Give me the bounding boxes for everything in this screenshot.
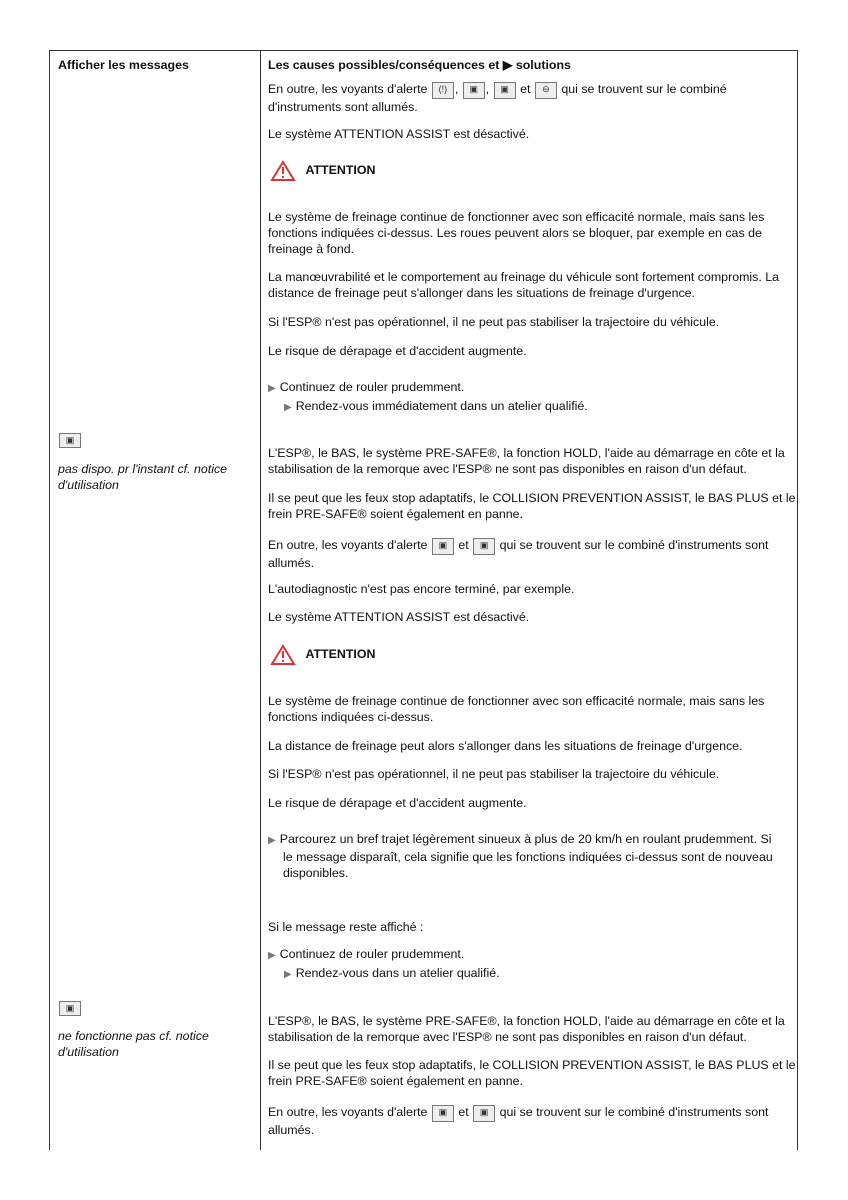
column-header-causes	[268, 57, 796, 73]
text: ,	[485, 82, 490, 96]
esp-off-icon: ▣	[473, 1105, 495, 1122]
header-text: Les causes possibles/conséquences et	[268, 58, 500, 72]
instruction-step	[268, 831, 783, 881]
paragraph	[268, 1104, 796, 1138]
paragraph: L'ESP®, le BAS, le système PRE-SAFE®, la fonction HOLD, l'aide au démarrage en côte et la stabilisation de la remorque avec l'ESP® ne sont pas disponibles en raison d'un défaut.	[268, 1014, 785, 1044]
arrow-icon: ▶	[502, 58, 513, 72]
text: En outre, les voyants d'alerte	[268, 82, 428, 96]
text: qui se trouvent sur le combiné d'instruments sont allumés.	[268, 538, 769, 570]
instruction-substep	[284, 965, 794, 983]
text: et	[520, 82, 531, 96]
warning-triangle-icon	[270, 160, 296, 182]
paragraph: Le risque de dérapage et d'accident augmente.	[268, 344, 527, 358]
text: En outre, les voyants d'alerte	[268, 1105, 428, 1119]
instruction-step	[268, 946, 796, 964]
display-message: pas dispo. pr l'instant cf. notice d'utilisation	[58, 462, 228, 492]
instruction-substep	[284, 398, 794, 416]
warning-triangle-icon	[270, 644, 296, 666]
text: ,	[454, 82, 459, 96]
esp-off-icon: ▣	[473, 538, 495, 555]
step-arrow-icon: ▶	[268, 835, 276, 846]
step-arrow-icon: ▶	[268, 950, 276, 961]
paragraph: Si l'ESP® n'est pas opérationnel, il ne peut pas stabiliser la trajectoire du véhicule.	[268, 767, 720, 781]
esp-icon: ▣	[432, 1105, 454, 1122]
paragraph	[268, 537, 796, 571]
paragraph: Le risque de dérapage et d'accident augmente.	[268, 796, 527, 810]
paragraph: Le système ATTENTION ASSIST est désactivé.	[268, 610, 530, 624]
text: Rendez-vous dans un atelier qualifié.	[295, 966, 500, 980]
warning-label: ATTENTION	[305, 647, 376, 662]
paragraph: L'ESP®, le BAS, le système PRE-SAFE®, la fonction HOLD, l'aide au démarrage en côte et la stabilisation de la remorque avec l'ESP® ne sont pas disponibles en raison d'un défaut.	[268, 446, 785, 476]
paragraph: La distance de freinage peut alors s'allonger dans les situations de freinage d'urgence.	[268, 739, 743, 753]
paragraph: La manœuvrabilité et le comportement au freinage du véhicule sont fortement compromis. La distance de freinage peut s'allonger dans les situations de freinage d'urgence.	[268, 270, 780, 300]
text: Parcourez un bref trajet légèrement sinueux à plus de 20 km/h en roulant prudemment. Si le message disparaît, cela signifie que les fonctions indiquées ci-dessus sont de nouveau disponibles.	[279, 832, 773, 880]
paragraph: Il se peut que les feux stop adaptatifs, le COLLISION PREVENTION ASSIST, le BAS PLUS et le frein PRE-SAFE® soient également en panne.	[268, 491, 796, 521]
instruction-step	[268, 379, 796, 397]
warning-heading	[270, 160, 375, 182]
header-text-solutions: solutions	[515, 58, 571, 72]
column-header-message: Afficher les messages	[58, 58, 189, 72]
paragraph: Si le message reste affiché :	[268, 920, 424, 934]
step-arrow-icon: ▶	[268, 383, 276, 394]
text: qui se trouvent sur le combiné d'instruments sont allumés.	[268, 82, 727, 114]
esp-icon: ▣	[59, 433, 81, 448]
text: Rendez-vous immédiatement dans un atelier qualifié.	[295, 399, 588, 413]
esp-icon: ▣	[463, 82, 485, 99]
esp-off-icon: ▣	[494, 82, 516, 99]
paragraph	[268, 81, 796, 115]
text: Continuez de rouler prudemment.	[279, 380, 465, 394]
table-right-border	[797, 50, 798, 1150]
paragraph: Le système ATTENTION ASSIST est désactivé.	[268, 127, 530, 141]
paragraph: Le système de freinage continue de fonctionner avec son efficacité normale, mais sans les fonctions indiquées ci-dessus.	[268, 694, 765, 724]
text: et	[458, 538, 469, 552]
message-icon	[58, 998, 253, 1016]
text: En outre, les voyants d'alerte	[268, 538, 428, 552]
table-left-border	[49, 50, 50, 1150]
brake-warning-icon: (!)	[432, 82, 454, 99]
esp-icon: ▣	[59, 1001, 81, 1016]
step-arrow-icon: ▶	[284, 969, 292, 980]
column-divider	[260, 50, 261, 1150]
step-arrow-icon: ▶	[284, 402, 292, 413]
pre-safe-icon: ⊖	[535, 82, 557, 99]
text: et	[458, 1105, 469, 1119]
paragraph: L'autodiagnostic n'est pas encore terminé, par exemple.	[268, 582, 575, 596]
warning-heading	[270, 644, 375, 666]
paragraph: Il se peut que les feux stop adaptatifs, le COLLISION PREVENTION ASSIST, le BAS PLUS et le frein PRE-SAFE® soient également en panne.	[268, 1058, 796, 1088]
table-top-border	[49, 50, 798, 51]
text: Continuez de rouler prudemment.	[279, 947, 465, 961]
warning-label: ATTENTION	[305, 163, 376, 178]
text: qui se trouvent sur le combiné d'instruments sont allumés.	[268, 1105, 769, 1137]
message-icon	[58, 430, 253, 448]
esp-icon: ▣	[432, 538, 454, 555]
paragraph: Si l'ESP® n'est pas opérationnel, il ne peut pas stabiliser la trajectoire du véhicule.	[268, 315, 720, 329]
display-message: ne fonctionne pas cf. notice d'utilisation	[58, 1029, 209, 1059]
paragraph: Le système de freinage continue de fonctionner avec son efficacité normale, mais sans les fonctions indiquées ci-dessus. Les roues peuvent alors se bloquer, par exemple en cas de freinage à fond.	[268, 210, 765, 256]
